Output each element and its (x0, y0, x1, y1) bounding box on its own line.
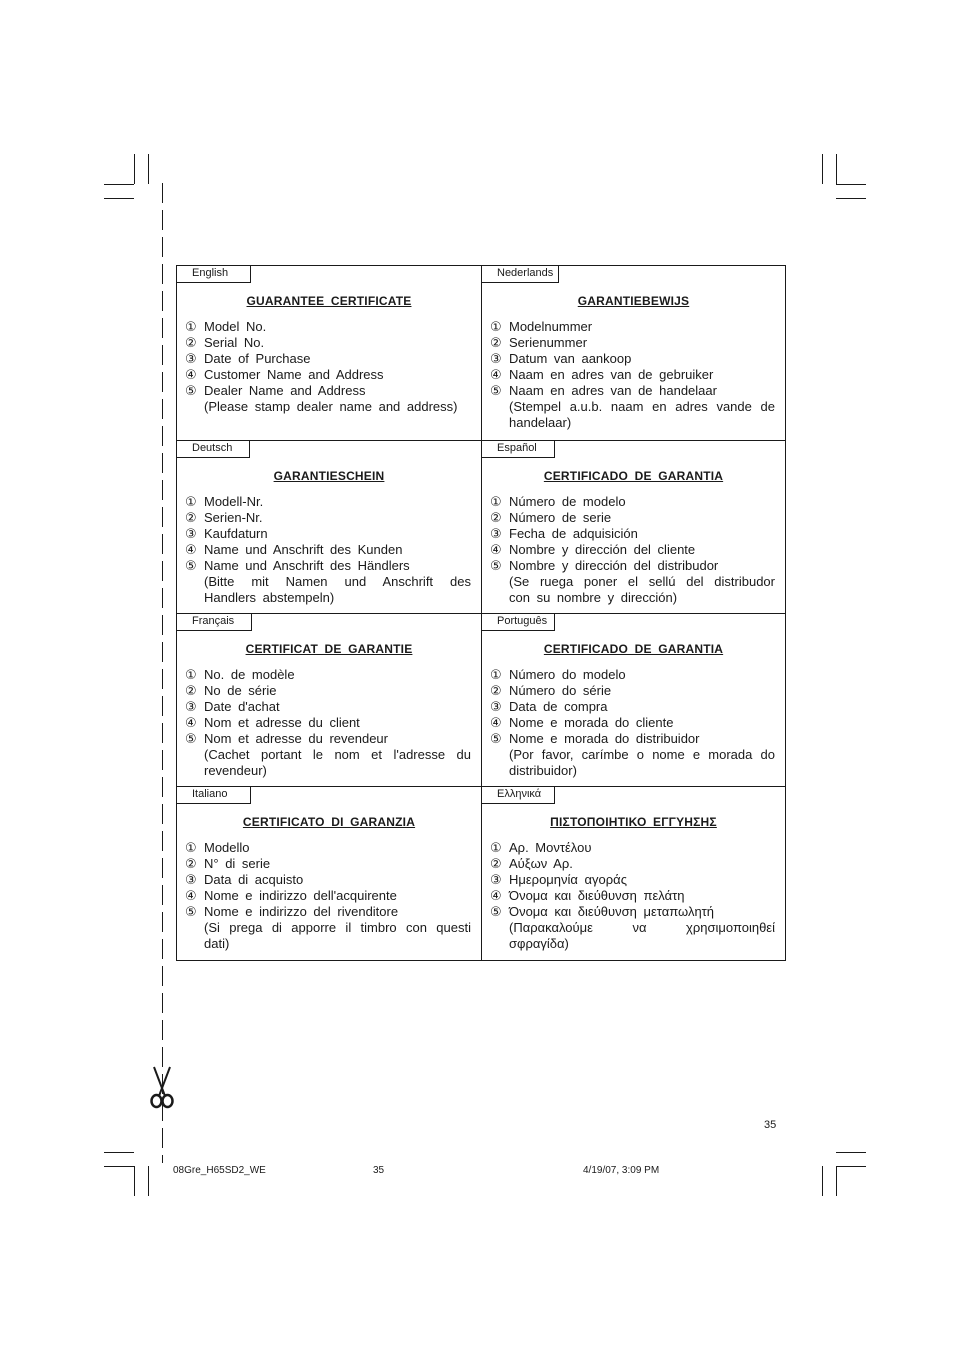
certificate-item (185, 351, 471, 367)
item-number: ① (185, 494, 197, 509)
item-number: ④ (185, 542, 197, 557)
item-number: ③ (185, 526, 197, 541)
language-tab: Nederlands (481, 265, 559, 283)
certificate-item (185, 904, 471, 920)
item-text: Date of Purchase (204, 351, 311, 366)
certificate-item (490, 526, 775, 542)
item-text: Nome e indirizzo del rivenditore (204, 904, 399, 919)
language-tab: Italiano (176, 786, 251, 804)
certificate-cell (482, 441, 785, 614)
item-number: ② (490, 856, 502, 871)
crop-mark (836, 184, 866, 185)
certificate-item (185, 667, 471, 683)
item-text: Όνομα και διεύθυνση μεταπωλητή (509, 904, 715, 919)
certificate-items (490, 319, 775, 431)
language-tab: Português (481, 613, 555, 631)
item-number: ③ (185, 351, 197, 366)
certificate-title: GARANTIESCHEIN (273, 469, 385, 483)
item-text: Αρ. Μοντέλου (509, 840, 592, 855)
certificate-title: GUARANTEE CERTIFICATE (246, 294, 412, 308)
crop-mark (836, 198, 866, 199)
certificate-item (185, 558, 471, 574)
certificate-items (185, 667, 471, 779)
item-number: ① (185, 840, 197, 855)
item-number: ① (490, 319, 502, 334)
language-tab: English (176, 265, 251, 283)
certificate-item (490, 558, 775, 574)
item-text: Data di acquisto (204, 872, 304, 887)
certificate-cell (177, 441, 482, 614)
item-text: Número do modelo (509, 667, 626, 682)
stamp-note: (Cachet portant le nom et l'adresse du revendeur) (204, 747, 471, 778)
item-text: Número do série (509, 683, 612, 698)
item-text: Kaufdaturn (204, 526, 268, 541)
certificate-title: CERTIFICATO DI GARANZIA (242, 815, 416, 829)
certificate-item (185, 731, 471, 747)
certificate-item (185, 542, 471, 558)
certificate-item (490, 510, 775, 526)
certificate-item (185, 319, 471, 335)
language-tab: Español (481, 440, 555, 458)
certificate-title: ΠΙΣΤΟΠΟΙΗΤΙΚΟ ΕΓΓΥΗΣΗΣ (550, 815, 717, 829)
certificate-item (490, 335, 775, 351)
item-text: Número de serie (509, 510, 612, 525)
certificate-item (490, 856, 775, 872)
certificate-item (185, 526, 471, 542)
crop-mark (134, 1166, 135, 1196)
crop-mark (836, 1152, 866, 1153)
certificate-items (185, 319, 471, 415)
certificate-cell (482, 266, 785, 441)
certificate-item (490, 542, 775, 558)
item-text: Modell-Nr. (204, 494, 264, 509)
item-number: ④ (490, 542, 502, 557)
item-number: ① (490, 667, 502, 682)
item-number: ② (490, 510, 502, 525)
certificate-cell (177, 614, 482, 787)
certificate-item (490, 383, 775, 399)
certificate-item (185, 872, 471, 888)
item-text: Αύξων Αρ. (509, 856, 573, 871)
item-text: Serienummer (509, 335, 588, 350)
item-number: ② (490, 335, 502, 350)
crop-mark (104, 1166, 134, 1167)
item-text: Ημερομηνία αγοράς (509, 872, 627, 887)
certificate-item (185, 494, 471, 510)
item-number: ⑤ (490, 383, 502, 398)
item-number: ③ (490, 351, 502, 366)
certificate-title: CERTIFICAT DE GARANTIE (245, 642, 413, 656)
item-text: N° di serie (204, 856, 271, 871)
certificate-cell (482, 614, 785, 787)
guarantee-certificate-table (176, 265, 786, 961)
footer-page: 35 (373, 1165, 385, 1176)
item-text: Modello (204, 840, 250, 855)
item-text: Naam en adres van de gebruiker (509, 367, 714, 382)
item-text: Name und Anschrift des Händlers (204, 558, 410, 573)
item-text: Όνομα και διεύθυνση πελάτη (509, 888, 685, 903)
item-number: ④ (490, 888, 502, 903)
item-number: ③ (490, 699, 502, 714)
certificate-item (490, 683, 775, 699)
certificate-item (490, 319, 775, 335)
item-number: ③ (185, 699, 197, 714)
item-text: Modelnummer (509, 319, 593, 334)
item-number: ④ (490, 715, 502, 730)
stamp-note: (Παρακαλούμε να χρησιμοποιηθεί σφραγίδα) (509, 920, 775, 951)
item-number: ⑤ (185, 383, 197, 398)
item-text: Nombre y dirección del distribudor (509, 558, 719, 573)
certificate-item (490, 904, 775, 920)
item-text: No. de modèle (204, 667, 295, 682)
scissors-icon (148, 1065, 176, 1109)
item-text: Serien-Nr. (204, 510, 263, 525)
crop-mark (148, 1166, 149, 1196)
language-tab: Deutsch (176, 440, 250, 458)
item-number: ⑤ (185, 904, 197, 919)
item-number: ① (490, 494, 502, 509)
item-number: ④ (185, 888, 197, 903)
item-number: ② (185, 335, 197, 350)
certificate-items (185, 840, 471, 952)
language-tab: Français (176, 613, 252, 631)
item-number: ③ (490, 872, 502, 887)
certificate-item (185, 699, 471, 715)
item-text: Nome e indirizzo dell'acquirente (204, 888, 397, 903)
stamp-note: (Se ruega poner el sellú del distribudor con su nombre y dirección) (509, 574, 775, 605)
certificate-item (490, 715, 775, 731)
certificate-cell (482, 787, 785, 960)
certificate-item (490, 840, 775, 856)
footer-timestamp: 4/19/07, 3:09 PM (583, 1165, 660, 1176)
certificate-items (490, 667, 775, 779)
item-number: ② (185, 510, 197, 525)
language-tab: Ελληνικά (481, 786, 555, 804)
certificate-title: GARANTIEBEWIJS (577, 294, 690, 308)
crop-mark (822, 1166, 823, 1196)
certificate-item (490, 351, 775, 367)
item-number: ④ (490, 367, 502, 382)
item-text: Model No. (204, 319, 267, 334)
footer-file-name: 08Gre_H65SD2_WE (173, 1165, 266, 1176)
certificate-title: CERTIFICADO DE GARANTIA (543, 642, 724, 656)
item-text: Nome e morada do cliente (509, 715, 674, 730)
item-number: ⑤ (490, 731, 502, 746)
item-number: ① (185, 319, 197, 334)
crop-mark (104, 198, 134, 199)
item-number: ① (185, 667, 197, 682)
certificate-item (490, 731, 775, 747)
certificate-item (490, 494, 775, 510)
certificate-item (185, 367, 471, 383)
item-number: ⑤ (490, 558, 502, 573)
crop-mark (836, 1166, 837, 1196)
item-text: Nome e morada do distribuidor (509, 731, 700, 746)
certificate-item (490, 667, 775, 683)
stamp-note: (Por favor, carímbe o nome e morada do distribuidor) (509, 747, 775, 778)
crop-mark (104, 184, 134, 185)
certificate-item (490, 888, 775, 904)
item-text: Nombre y dirección del cliente (509, 542, 696, 557)
certificate-cell (177, 787, 482, 960)
crop-mark (822, 154, 823, 184)
item-number: ⑤ (185, 558, 197, 573)
item-number: ① (490, 840, 502, 855)
item-number: ③ (185, 872, 197, 887)
stamp-note: (Stempel a.u.b. naam en adres vande de handelaar) (509, 399, 775, 430)
certificate-item (185, 856, 471, 872)
certificate-item (185, 888, 471, 904)
item-text: Datum van aankoop (509, 351, 632, 366)
page-number: 35 (764, 1119, 777, 1131)
crop-mark (148, 154, 149, 184)
crop-mark (134, 154, 135, 184)
item-text: Fecha de adquisición (509, 526, 638, 541)
item-text: Data de compra (509, 699, 608, 714)
item-text: Naam en adres van de handelaar (509, 383, 717, 398)
certificate-items (185, 494, 471, 606)
item-text: Serial No. (204, 335, 265, 350)
item-number: ⑤ (185, 731, 197, 746)
certificate-item (185, 510, 471, 526)
item-text: Dealer Name and Address (204, 383, 366, 398)
certificate-item (185, 683, 471, 699)
certificate-items (490, 494, 775, 606)
certificate-title: CERTIFICADO DE GARANTIA (543, 469, 724, 483)
item-number: ② (185, 683, 197, 698)
item-text: No de série (204, 683, 277, 698)
item-text: Número de modelo (509, 494, 626, 509)
item-text: Customer Name and Address (204, 367, 384, 382)
item-number: ② (490, 683, 502, 698)
stamp-note: (Please stamp dealer name and address) (204, 399, 458, 414)
certificate-item (490, 367, 775, 383)
crop-mark (836, 1166, 866, 1167)
item-number: ⑤ (490, 904, 502, 919)
certificate-item (490, 872, 775, 888)
item-number: ④ (185, 715, 197, 730)
item-text: Date d'achat (204, 699, 280, 714)
item-text: Nom et adresse du client (204, 715, 360, 730)
stamp-note: (Bitte mit Namen und Anschrift des Handlers abstempeln) (204, 574, 471, 605)
dashed-cut-line (162, 183, 163, 1163)
certificate-item (185, 715, 471, 731)
item-number: ④ (185, 367, 197, 382)
item-number: ③ (490, 526, 502, 541)
certificate-item (490, 699, 775, 715)
crop-mark (836, 154, 837, 184)
crop-mark (104, 1152, 134, 1153)
certificate-cell (177, 266, 482, 441)
certificate-item (185, 383, 471, 399)
certificate-item (185, 840, 471, 856)
certificate-items (490, 840, 775, 952)
item-number: ② (185, 856, 197, 871)
item-text: Nom et adresse du revendeur (204, 731, 388, 746)
certificate-item (185, 335, 471, 351)
item-text: Name und Anschrift des Kunden (204, 542, 403, 557)
stamp-note: (Si prega di apporre il timbro con questi dati) (204, 920, 471, 951)
